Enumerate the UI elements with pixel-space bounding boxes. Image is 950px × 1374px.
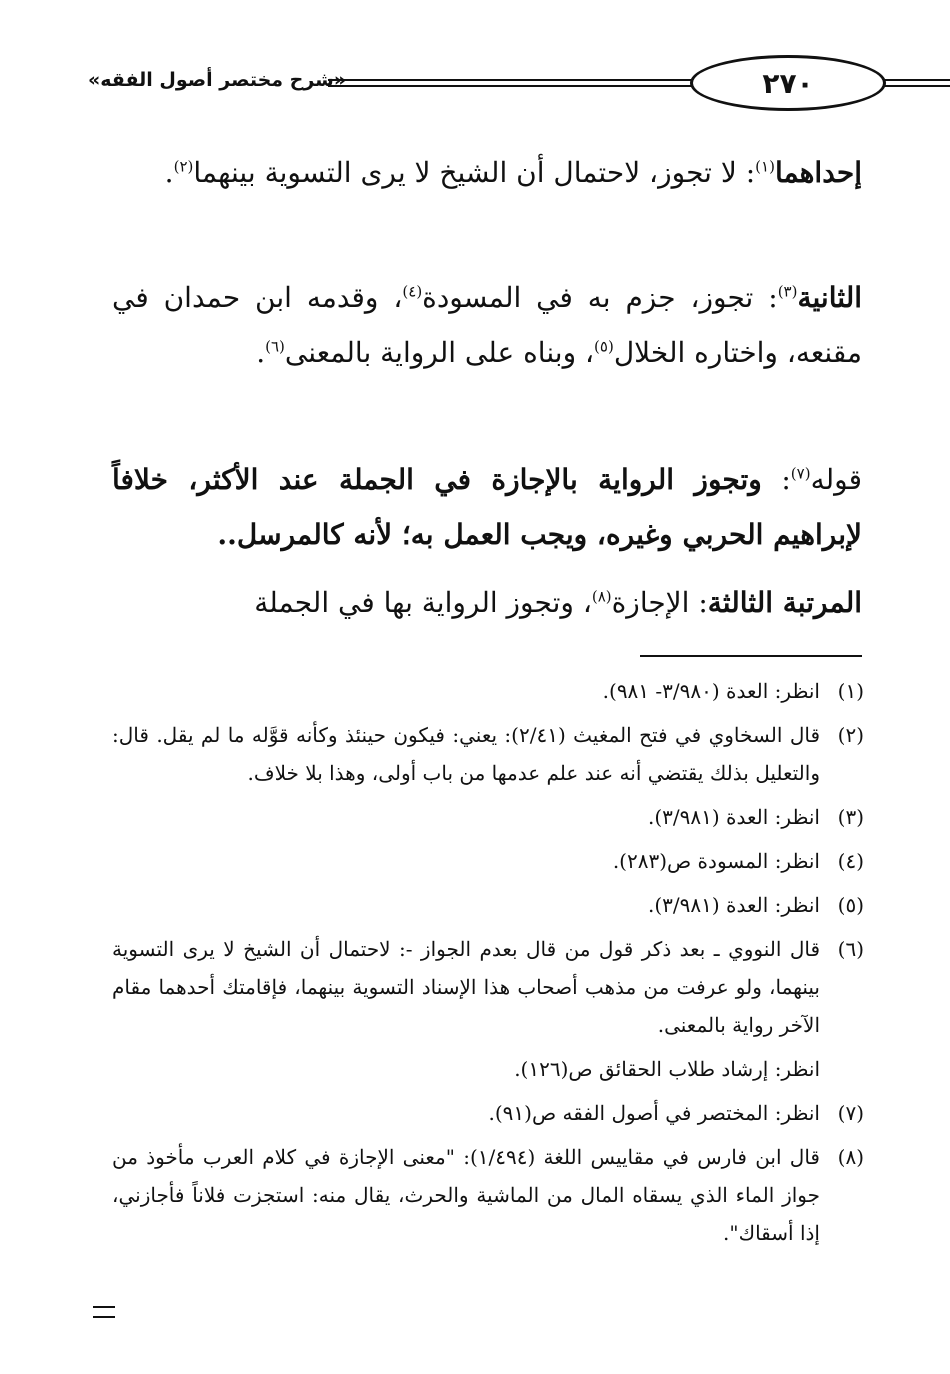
footnote-number: (٤): [837, 849, 864, 873]
footnote-ref-7: (٧): [790, 464, 811, 483]
footnote-ref-5: (٥): [594, 337, 614, 356]
paragraph-3-colon: :: [761, 463, 791, 496]
footnote-7: [112, 1094, 864, 1132]
footnote-text: انظر: المسودة ص(٢٨٣).: [612, 849, 820, 873]
paragraph-1-end: .: [164, 156, 174, 189]
footnote-6-reference: [112, 1050, 864, 1088]
paragraph-2-text-1: : تجوز، جزم به في المسودة: [422, 281, 778, 314]
footnote-ref-2: (٢): [173, 157, 194, 176]
footnote-ref-4: (٤): [402, 282, 423, 301]
footnote-text: انظر: العدة (٣/٩٨١).: [648, 805, 820, 829]
footnote-text: انظر: العدة (٣/٩٨٠- ٩٨١).: [602, 679, 820, 703]
page-header: [88, 55, 863, 111]
footnote-number: (٧): [837, 1101, 864, 1125]
footnote-number: [820, 1050, 864, 1088]
footnote-text: قال ابن فارس في مقاييس اللغة (١/٤٩٤): "معنى الإجازة في كلام العرب مأخوذ من جواز الماء الذي يسقاه المال من الماشية والحرث، يقال منه: استجزت فلاناً فأجازني، إذا أسقاك".: [112, 1145, 820, 1245]
footnote-number: (٢): [837, 723, 864, 747]
paragraph-2-lead: الثانية: [797, 281, 863, 314]
paragraph-4: [112, 575, 862, 630]
footnote-6: [112, 930, 864, 1044]
footnote-number: (٨): [837, 1145, 864, 1169]
footnote-separator: [640, 655, 862, 657]
header-rule-right: [878, 79, 950, 87]
continuation-mark: [93, 1306, 115, 1318]
footnote-ref-6: (٦): [265, 337, 285, 356]
footnote-2: [112, 716, 864, 792]
paragraph-2: [112, 270, 862, 380]
footnote-number: (٦): [837, 937, 864, 961]
paragraph-1-lead: إحداهما: [774, 156, 862, 189]
footnote-8: [112, 1138, 864, 1252]
footnote-1: [112, 672, 864, 710]
paragraph-2-text-3: ، وبناه على الرواية بالمعنى: [284, 336, 595, 369]
footnotes: [112, 672, 864, 1258]
footnote-number: (٣): [837, 805, 864, 829]
paragraph-3-bold-text: وتجوز الرواية بالإجازة في الجملة عند الأكثر، خلافاً لإبراهيم الحربي وغيره، ويجب العمل به؛ لأنه كالمرسل..: [112, 463, 862, 551]
footnote-3: [112, 798, 864, 836]
footnote-number: (١): [837, 679, 864, 703]
paragraph-4-text-1: : الإجازة: [611, 586, 708, 619]
footnote-text: انظر: المختصر في أصول الفقه ص(٩١).: [488, 1101, 820, 1125]
paragraph-3-matn: [112, 452, 862, 562]
footnote-text: قال السخاوي في فتح المغيث (٢/٤١): يعني: فيكون حينئذ وكأنه قوَّله ما لم يقل. قال: والتعليل بذلك يقتضي أنه عند علم عدمها من باب أولى، وهذا بلا خلاف.: [112, 723, 820, 785]
paragraph-3-lead: قوله: [810, 463, 862, 496]
footnote-ref-8: (٨): [591, 587, 612, 606]
paragraph-1: [112, 145, 862, 200]
footnote-text: انظر: العدة (٣/٩٨١).: [648, 893, 820, 917]
paragraph-4-text-2: ، وتجوز الرواية بها في الجملة: [254, 586, 592, 619]
footnote-text: قال النووي ـ بعد ذكر قول من قال بعدم الجواز -: لاحتمال أن الشيخ لا يرى التسوية بينهما، ولو عرفت من مذهب أصحاب هذا الإسناد التسوية بينهما، فإقامتك أحدهما مقام الآخر رواية بالمعنى.: [112, 937, 820, 1037]
footnote-ref-1: (١): [755, 157, 775, 176]
page-number: ٢٧٠: [690, 55, 886, 111]
footnote-text: انظر: إرشاد طلاب الحقائق ص(١٢٦).: [514, 1057, 820, 1081]
paragraph-2-end: .: [256, 336, 266, 369]
paragraph-2-text-2: ، وقدمه ابن حمدان في مقنعه، واختاره الخلال: [112, 281, 862, 369]
footnote-number: (٥): [837, 893, 864, 917]
paragraph-1-text: : لا تجوز، لاحتمال أن الشيخ لا يرى التسوية بينهما: [193, 156, 756, 189]
running-title: «شرح مختصر أصول الفقه»: [88, 69, 347, 91]
paragraph-4-lead: المرتبة الثالثة: [707, 586, 862, 619]
footnote-5: [112, 886, 864, 924]
footnote-4: [112, 842, 864, 880]
footnote-ref-3: (٣): [777, 282, 798, 301]
